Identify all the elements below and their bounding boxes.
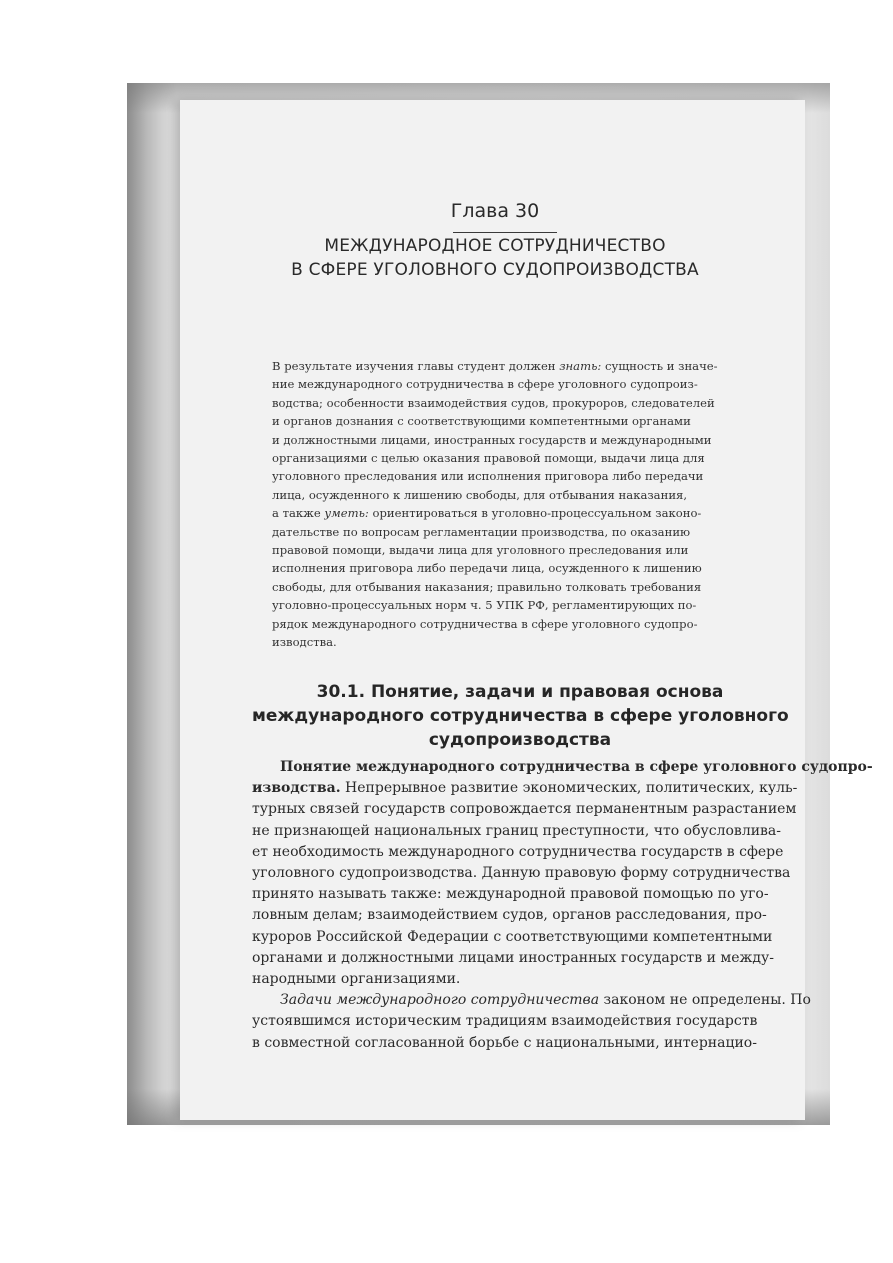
chapter-label: Глава 30 — [450, 200, 540, 222]
chapter-title — [180, 234, 810, 282]
objectives-emphasis: знать: — [559, 359, 602, 373]
chapter-title-line: МЕЖДУНАРОДНОЕ СОТРУДНИЧЕСТВО — [324, 236, 666, 256]
chapter-title-line: В СФЕРЕ УГОЛОВНОГО СУДОПРОИЗВОДСТВА — [291, 260, 699, 280]
objectives-line: лица, осужденного к лишению свободы, для отбывания наказания, — [272, 487, 688, 502]
objectives-line: рядок международного сотрудничества в сфере уголовного судопро- — [272, 616, 698, 631]
objectives-line: и органов дознания с соответствующими компетентными органами — [272, 414, 691, 429]
chapter-underline — [453, 232, 557, 233]
body-line: ловным делам; взаимодействием судов, органов расследования, про- — [252, 907, 767, 924]
body-line: народными организациями. — [252, 971, 461, 988]
section-title — [252, 680, 788, 752]
body-line — [252, 778, 798, 799]
chapter-objectives — [272, 357, 754, 652]
body-line: куроров Российской Федерации с соответствующими компетентными — [252, 928, 773, 945]
objectives-line — [272, 357, 754, 375]
body-line — [252, 990, 811, 1011]
body-line: ет необходимость международного сотрудничества государств в сфере — [252, 843, 784, 860]
objectives-text: В результате изучения главы студент должен — [272, 359, 560, 373]
objectives-emphasis: уметь: — [324, 506, 369, 521]
objectives-line: изводства. — [272, 635, 337, 650]
objectives-line: уголовного преследования или исполнения приговора либо передачи — [272, 469, 704, 484]
body-bold-term: Понятие международного сотрудничества в сфере уголовного судопро- — [280, 759, 873, 775]
body-emphasis: Задачи международного сотрудничества — [280, 992, 600, 1009]
body-line: турных связей государств сопровождается перманентным разрастанием — [252, 801, 797, 818]
section-title-line: 30.1. Понятие, задачи и правовая основа — [316, 682, 724, 702]
objectives-line: исполнения приговора либо передачи лица, осужденного к лишению — [272, 561, 702, 576]
objectives-line: водства; особенности взаимодействия судов, прокуроров, следователей — [272, 395, 715, 410]
section-title-line: судопроизводства — [428, 730, 612, 750]
body-line: в совместной согласованной борьбе с национальными, интернацио- — [252, 1034, 757, 1051]
body-line: не признающей национальных границ преступности, что обусловлива- — [252, 822, 781, 839]
objectives-line: уголовно-процессуальных норм ч. 5 УПК РФ, регламентирующих по- — [272, 598, 697, 613]
body-line: устоявшимся историческим традициям взаимодействия государств — [252, 1013, 758, 1030]
body-line: уголовного судопроизводства. Данную правовую форму сотрудничества — [252, 865, 791, 882]
body-line: принято называть также: международной правовой помощью по уго- — [252, 886, 769, 903]
objectives-line: и должностными лицами, иностранных государств и международными — [272, 432, 712, 447]
objectives-line: правовой помощи, выдачи лица для уголовного преследования или — [272, 543, 689, 558]
body-text: Непрерывное развитие экономических, политических, куль- — [340, 780, 798, 797]
body-line — [252, 757, 873, 778]
objectives-line — [272, 504, 754, 522]
objectives-line: ние международного сотрудничества в сфере уголовного судопроиз- — [272, 377, 698, 392]
objectives-line: организациями с целью оказания правовой помощи, выдачи лица для — [272, 451, 705, 466]
body-line: органами и должностными лицами иностранных государств и между- — [252, 949, 775, 966]
body-text: законом не определены. По — [599, 992, 811, 1009]
objectives-line: свободы, для отбывания наказания; правильно толковать требования — [272, 579, 702, 594]
body-bold-term: изводства. — [252, 780, 341, 797]
objectives-text: сущность и значе- — [601, 359, 718, 373]
objectives-text: ориентироваться в уголовно-процессуальном законо- — [368, 506, 702, 521]
objectives-line: дательстве по вопросам регламентации производства, по оказанию — [272, 524, 691, 539]
section-body — [252, 757, 873, 1054]
section-title-line: международного сотрудничества в сфере уголовного — [252, 706, 789, 726]
objectives-text: а также — [272, 506, 325, 521]
